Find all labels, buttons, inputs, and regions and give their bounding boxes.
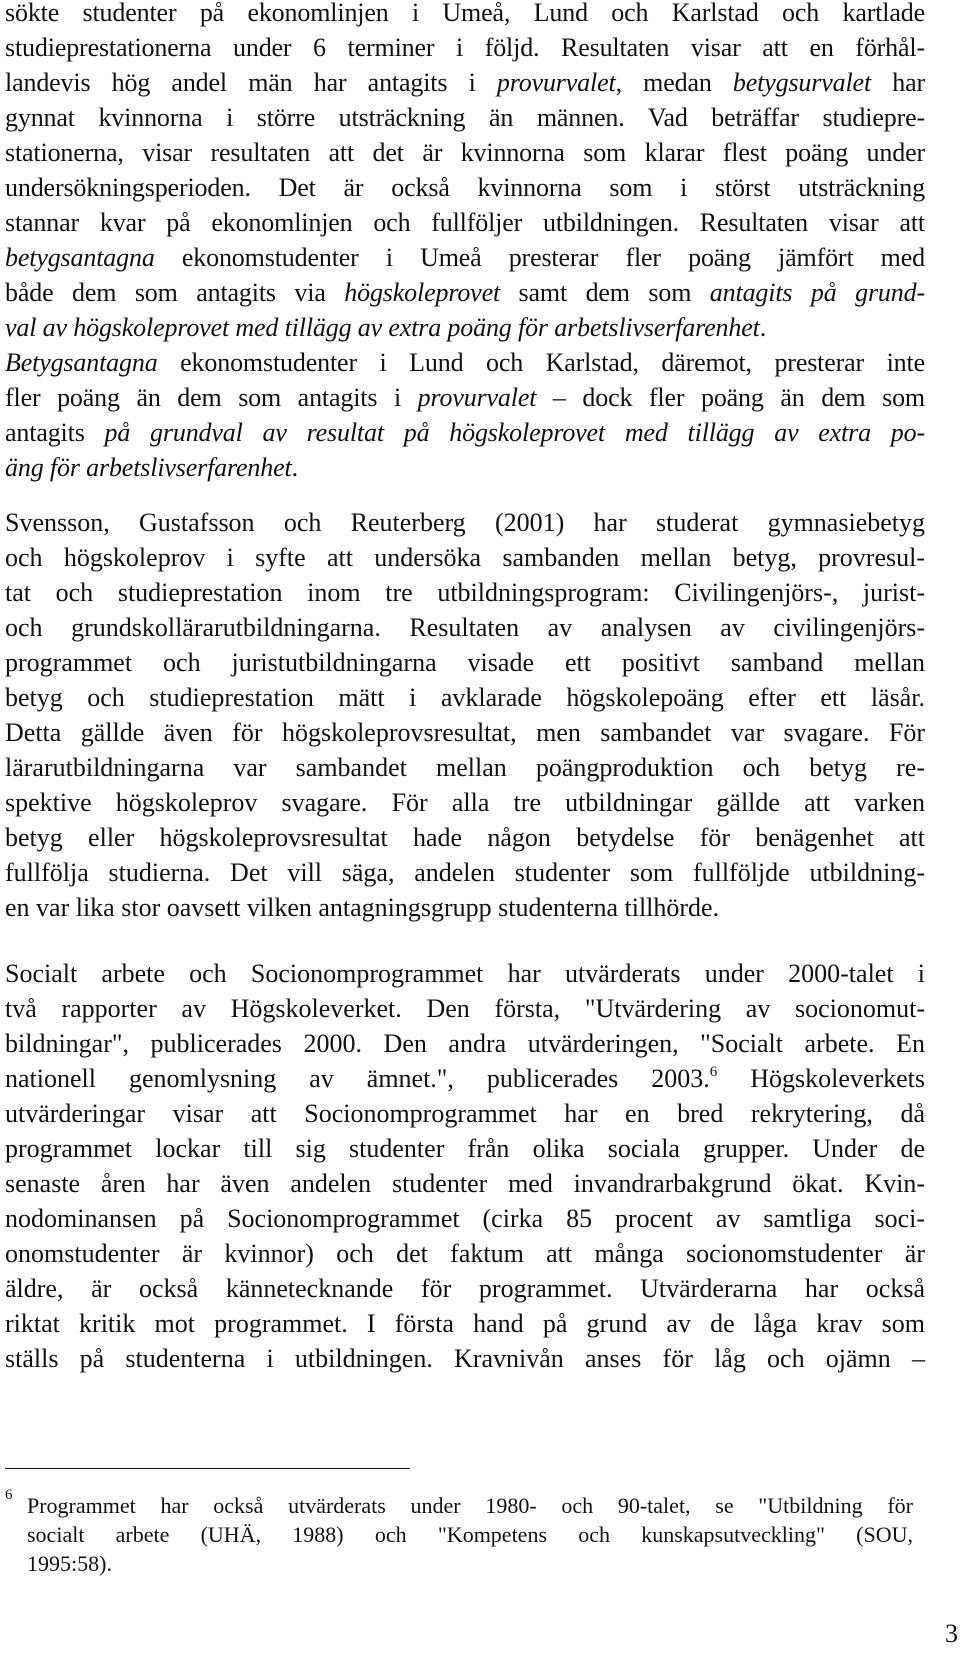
text-line: programmet och juristutbildningarna visade ett positivt samband mellan — [5, 648, 925, 677]
page-number: 3 — [945, 1619, 958, 1648]
text-line: riktat kritik mot programmet. I första hand på grund av de låga krav som — [5, 1309, 925, 1338]
text-line: äng för arbetslivserfarenhet. — [5, 453, 298, 482]
text-line: betyg och studieprestation mätt i avklarade högskolepoäng efter ett läsår. — [5, 683, 925, 712]
text-line: lärarutbildningarna var sambandet mellan poängproduktion och betyg re- — [5, 753, 925, 782]
text-line: stannar kvar på ekonomlinjen och fullföljer utbildningen. Resultaten visar att — [5, 208, 925, 237]
footnote-mark: 6 — [5, 1487, 13, 1503]
text-line: två rapporter av Högskoleverket. Den första, "Utvärdering av socionomut- — [5, 994, 925, 1023]
footnote-line: 1995:58). — [27, 1551, 112, 1576]
text-line: både dem som antagits via högskoleprovet samt dem som antagits på grund- — [5, 278, 925, 307]
text-line: en var lika stor oavsett vilken antagningsgrupp studenterna tillhörde. — [5, 893, 720, 922]
text-line: val av högskoleprovet med tillägg av extra poäng för arbetslivserfarenhet. — [5, 313, 767, 342]
text-line: onomstudenter är kvinnor) och det faktum att många socionomstudenter är — [5, 1239, 925, 1268]
text-line: landevis hög andel män har antagits i provurvalet, medan betygsurvalet har — [5, 68, 925, 97]
text-line: Socialt arbete och Socionomprogrammet har utvärderats under 2000-talet i — [5, 959, 925, 988]
text-line: tat och studieprestation inom tre utbildningsprogram: Civilingenjörs-, jurist- — [5, 578, 925, 607]
paragraph-economics-study — [5, 0, 925, 485]
text-line: fullfölja studierna. Det vill säga, andelen studenter som fullföljde utbildning- — [5, 858, 925, 887]
paragraph-svensson-study — [5, 505, 925, 925]
text-line: senaste åren har även andelen studenter med invandrarbakgrund ökat. Kvin- — [5, 1169, 925, 1198]
text-line: nationell genomlysning av ämnet.", publicerades 2003.$^6$ Högskoleverkets — [5, 1064, 925, 1093]
text-line: Detta gällde även för högskoleprovsresultat, men sambandet var svagare. För — [5, 718, 925, 747]
text-line: ställs på studenterna i utbildningen. Kravnivån anses för låg och ojämn – — [5, 1344, 925, 1373]
text-line: undersökningsperioden. Det är också kvinnorna som i störst utsträckning — [5, 173, 925, 202]
text-line: spektive högskoleprov svagare. För alla tre utbildningar gällde att varken — [5, 788, 925, 817]
footnote-separator — [5, 1468, 410, 1469]
text-line: och grundskollärarutbildningarna. Resultaten av analysen av civilingenjörs- — [5, 613, 925, 642]
text-line: Betygsantagna ekonomstudenter i Lund och Karlstad, däremot, presterar inte — [5, 348, 925, 377]
text-line: Svensson, Gustafsson och Reuterberg (2001) har studerat gymnasiebetyg — [5, 508, 925, 537]
text-line: studieprestationerna under 6 terminer i följd. Resultaten visar att en förhål- — [5, 33, 925, 62]
text-line: gynnat kvinnorna i större utsträckning än männen. Vad beträffar studiepre- — [5, 103, 925, 132]
text-line: fler poäng än dem som antagits i provurvalet – dock fler poäng än dem som — [5, 383, 925, 412]
text-line: betyg eller högskoleprovsresultat hade någon betydelse för benägenhet att — [5, 823, 925, 852]
text-line: och högskoleprov i syfte att undersöka sambanden mellan betyg, provresul- — [5, 543, 925, 572]
footnote-line: Programmet har också utvärderats under 1980- och 90-talet, se "Utbildning för — [27, 1493, 913, 1518]
text-line: nodominansen på Socionomprogrammet (cirka 85 procent av samtliga soci- — [5, 1204, 925, 1233]
footnote-line: socialt arbete (UHÄ, 1988) och "Kompetens och kunskapsutveckling" (SOU, — [27, 1522, 913, 1547]
paragraph-social-work-evaluation — [5, 956, 925, 1376]
text-line: betygsantagna ekonomstudenter i Umeå presterar fler poäng jämfört med — [5, 243, 925, 272]
footnote-reference: 6 — [709, 1064, 718, 1080]
text-line: utvärderingar visar att Socionomprogrammet har en bred rekrytering, då — [5, 1099, 925, 1128]
text-line: bildningar", publicerades 2000. Den andra utvärderingen, "Socialt arbete. En — [5, 1029, 925, 1058]
text-line: programmet lockar till sig studenter från olika sociala grupper. Under de — [5, 1134, 925, 1163]
footnote-text — [27, 1491, 913, 1578]
text-line: sökte studenter på ekonomlinjen i Umeå, Lund och Karlstad och kartlade — [5, 0, 925, 27]
text-line: äldre, är också kännetecknande för programmet. Utvärderarna har också — [5, 1274, 925, 1303]
text-line: antagits på grundval av resultat på högskoleprovet med tillägg av extra po- — [5, 418, 925, 447]
text-line: stationerna, visar resultaten att det är kvinnorna som klarar flest poäng under — [5, 138, 925, 167]
